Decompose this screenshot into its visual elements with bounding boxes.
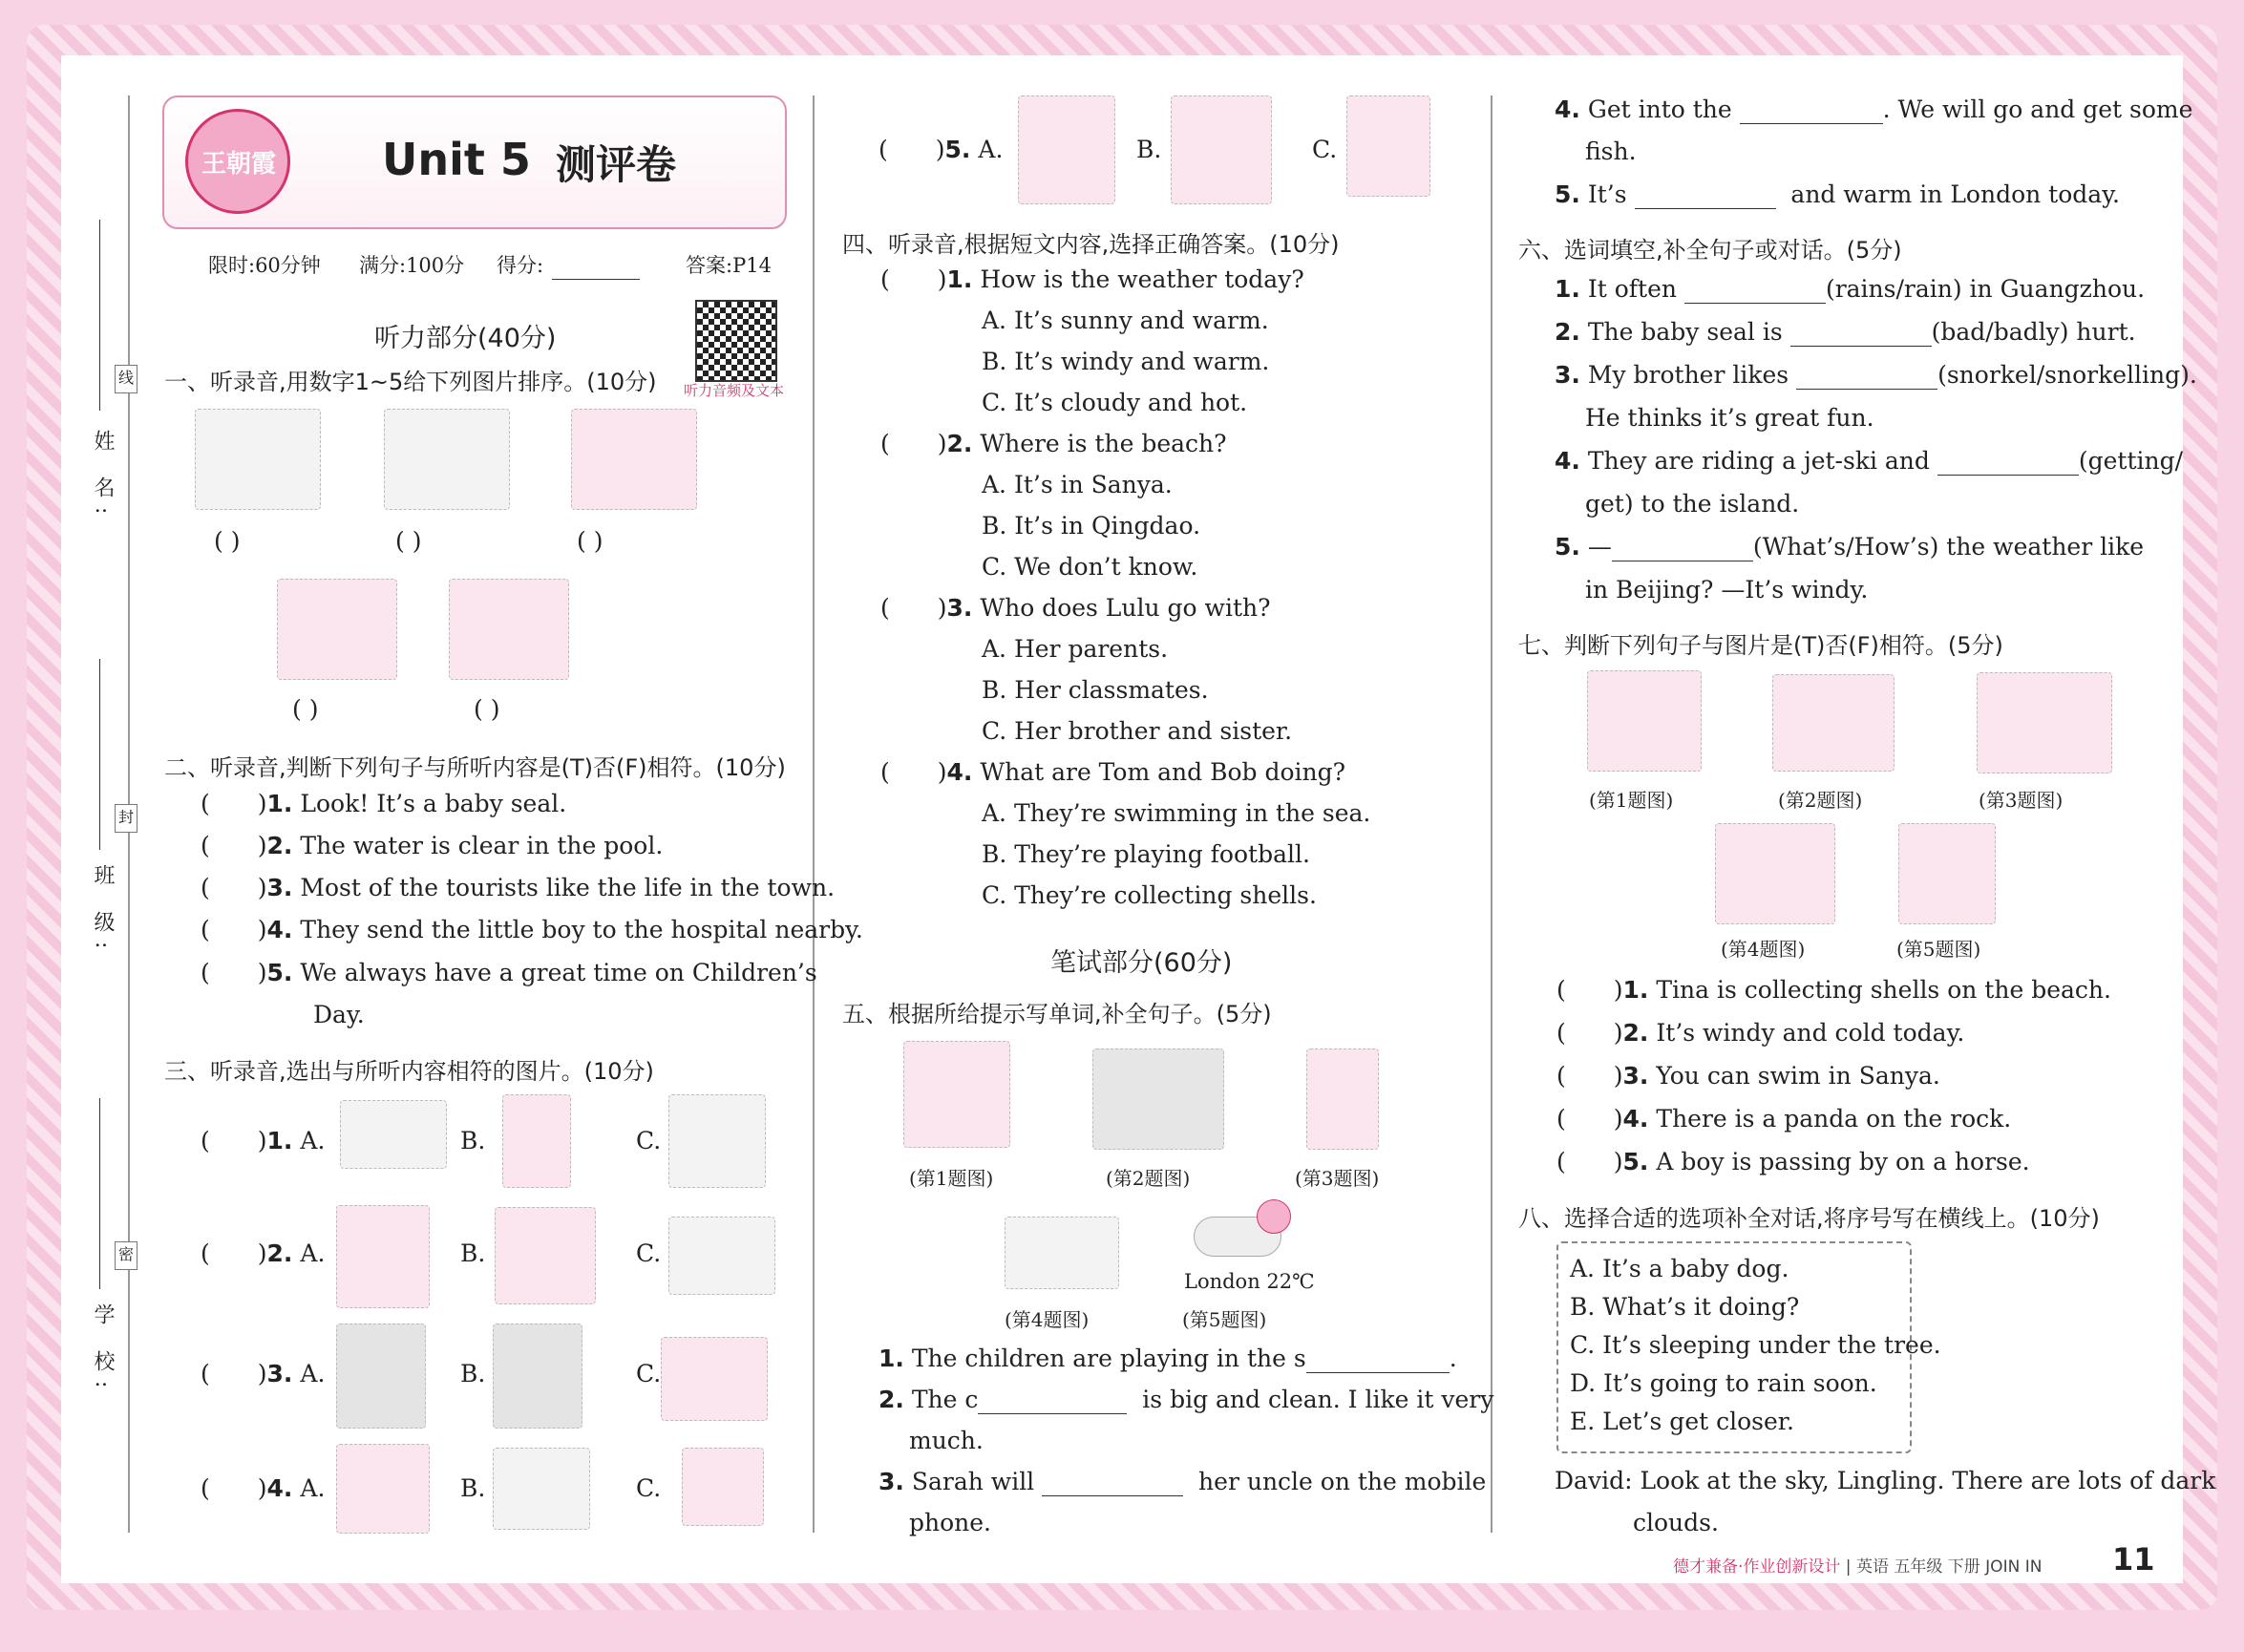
qr-code[interactable] <box>695 300 777 382</box>
s3-row-5-c: C. <box>1312 136 1338 163</box>
side-cut-mark: 密 <box>115 1241 138 1270</box>
s6-q4: 4. They are riding a jet-ski and (getting/ <box>1555 447 2184 475</box>
s3-3-pic-b <box>493 1324 582 1429</box>
s1-picture-1 <box>195 409 321 510</box>
side-name-blank <box>99 220 100 411</box>
section-8-title: 八、选择合适的选项补全对话,将序号写在横线上。(10分) <box>1518 1205 2100 1232</box>
s3-row-4-c: C. <box>636 1474 662 1502</box>
s7-item-2: ( )2. It’s windy and cold today. <box>1556 1019 1965 1047</box>
s7-item-4: ( )4. There is a panda on the rock. <box>1556 1105 2012 1133</box>
s1-answer-4[interactable]: ( ) <box>292 695 319 723</box>
s5-caption-4: (第4题图) <box>1005 1308 1090 1331</box>
section-5-title: 五、根据所给提示写单词,补全句子。(5分) <box>842 1001 1272 1027</box>
s3-row-2-c: C. <box>636 1239 662 1267</box>
s2-item-1: ( )1. Look! It’s a baby seal. <box>201 790 567 817</box>
footer-brand: 德才兼备·作业创新设计 <box>1673 1557 1841 1577</box>
s5-q2-cont: much. <box>909 1427 984 1454</box>
s1-picture-3 <box>571 409 697 510</box>
s3-row-4: ( )4. A. <box>201 1474 326 1502</box>
side-school-blank <box>99 1098 100 1289</box>
s5-weather-label: London 22℃ <box>1184 1270 1315 1293</box>
s5-q4-blank[interactable] <box>1740 102 1883 124</box>
s4-q1-opt-c: C. It’s cloudy and hot. <box>982 389 1248 416</box>
s6-q5-cont: in Beijing? —It’s windy. <box>1585 576 1869 604</box>
s6-q3: 3. My brother likes (snorkel/snorkelling). <box>1555 361 2197 389</box>
s3-row-3: ( )3. A. <box>201 1360 326 1387</box>
s4-q3-opt-c: C. Her brother and sister. <box>982 717 1293 745</box>
side-class-label: 班 级: <box>91 864 115 959</box>
time-limit: 限时:60分钟 <box>208 254 321 277</box>
s5-q4: 4. Get into the . We will go and get some <box>1555 95 2193 123</box>
s3-1-pic-c <box>668 1094 766 1188</box>
section-7-title: 七、判断下列句子与图片是(T)否(F)相符。(5分) <box>1518 632 2003 659</box>
s8-option-b: B. What’s it doing? <box>1570 1293 1800 1321</box>
s8-option-c: C. It’s sleeping under the tree. <box>1570 1331 1941 1359</box>
s3-row-3-b: B. <box>460 1360 486 1387</box>
s3-row-2-b: B. <box>460 1239 486 1267</box>
s3-row-4-b: B. <box>460 1474 486 1502</box>
s3-row-2: ( )2. A. <box>201 1239 326 1267</box>
s5-q2: 2. The c is big and clean. I like it very <box>879 1386 1494 1413</box>
s3-5-pic-a <box>1018 95 1115 204</box>
s4-q4-opt-c: C. They’re collecting shells. <box>982 881 1317 909</box>
s1-picture-5 <box>449 579 569 680</box>
s2-item-5: ( )5. We always have a great time on Children’s <box>201 959 817 986</box>
score-blank[interactable] <box>552 258 640 280</box>
s2-item-3: ( )3. Most of the tourists like the life in the town. <box>201 874 836 901</box>
s6-q1-blank[interactable] <box>1684 282 1826 304</box>
title-banner <box>162 95 787 229</box>
s6-q4-blank[interactable] <box>1937 454 2079 476</box>
side-seal-mark: 封 <box>115 804 138 833</box>
s3-3-pic-c <box>661 1337 768 1421</box>
s1-answer-3[interactable]: ( ) <box>577 527 603 555</box>
s3-1-pic-b <box>502 1094 571 1188</box>
section-3-title: 三、听录音,选出与所听内容相符的图片。(10分) <box>164 1058 654 1085</box>
s3-3-pic-a <box>336 1324 426 1429</box>
s6-q2: 2. The baby seal is (bad/badly) hurt. <box>1555 318 2136 346</box>
s3-5-pic-b <box>1171 95 1272 204</box>
s4-q3-opt-b: B. Her classmates. <box>982 676 1209 704</box>
s4-q4-opt-a: A. They’re swimming in the sea. <box>982 799 1371 827</box>
s1-answer-1[interactable]: ( ) <box>214 527 241 555</box>
s5-caption-1: (第1题图) <box>909 1167 994 1190</box>
s3-row-5: ( )5. A. <box>879 136 1004 163</box>
s6-q3-blank[interactable] <box>1796 368 1937 390</box>
s7-picture-5 <box>1898 823 1996 924</box>
s6-q5-blank[interactable] <box>1612 540 1753 561</box>
s7-caption-3: (第3题图) <box>1979 789 2064 812</box>
s5-q2-blank[interactable] <box>978 1392 1127 1414</box>
s4-q4-opt-b: B. They’re playing football. <box>982 840 1310 868</box>
s2-item-4: ( )4. They send the little boy to the hospital nearby. <box>201 916 863 943</box>
s8-dialog-1-cont: clouds. <box>1633 1509 1719 1536</box>
s4-q3: ( )3. Who does Lulu go with? <box>880 594 1271 622</box>
section-1-title: 一、听录音,用数字1~5给下列图片排序。(10分) <box>164 369 657 395</box>
footer-term: 下册 <box>1947 1557 1980 1577</box>
full-score: 满分:100分 <box>359 254 465 277</box>
footer-series: 德才兼备·作业创新设计 | 英语 五年级 下册 JOIN IN <box>1673 1557 2043 1577</box>
s5-q1-blank[interactable] <box>1306 1351 1450 1373</box>
footer-subject: 英语 <box>1855 1557 1889 1577</box>
brand-logo-text: 王朝霞 <box>201 150 277 179</box>
footer-edition: JOIN IN <box>1985 1557 2043 1577</box>
s5-q5: 5. It’s and warm in London today. <box>1555 180 2120 208</box>
s8-option-e: E. Let’s get closer. <box>1570 1408 1794 1435</box>
s6-q2-blank[interactable] <box>1790 325 1932 347</box>
answer-ref: 答案:P14 <box>686 254 772 277</box>
s7-item-3: ( )3. You can swim in Sanya. <box>1556 1062 1940 1090</box>
footer-grade: 五年级 <box>1894 1557 1943 1577</box>
brand-logo <box>185 109 290 214</box>
column-divider-2 <box>1491 95 1492 1533</box>
s7-caption-5: (第5题图) <box>1896 938 1981 961</box>
s4-q3-opt-a: A. Her parents. <box>982 635 1169 663</box>
s4-q2-opt-a: A. It’s in Sanya. <box>982 471 1173 498</box>
s3-4-pic-c <box>682 1448 764 1526</box>
s6-q5: 5. — (What’s/How’s) the weather like <box>1555 533 2145 561</box>
s1-picture-2 <box>384 409 510 510</box>
s8-option-d: D. It’s going to rain soon. <box>1570 1369 1877 1397</box>
s4-q4: ( )4. What are Tom and Bob doing? <box>880 758 1346 786</box>
s5-picture-4 <box>1005 1217 1119 1289</box>
s3-1-pic-a <box>340 1100 447 1169</box>
s5-q3-blank[interactable] <box>1042 1474 1183 1496</box>
qr-label: 听力音频及文本 <box>684 382 785 399</box>
s6-q4-cont: get) to the island. <box>1585 490 1800 518</box>
s4-q1-opt-b: B. It’s windy and warm. <box>982 348 1270 375</box>
s1-answer-2[interactable]: ( ) <box>395 527 422 555</box>
s5-picture-1 <box>903 1041 1010 1148</box>
column-divider-1 <box>813 95 815 1533</box>
page-number: 11 <box>2112 1541 2155 1578</box>
side-line-mark: 线 <box>115 365 138 393</box>
s3-5-pic-c <box>1346 95 1430 197</box>
s6-q1: 1. It often (rains/rain) in Guangzhou. <box>1555 275 2146 303</box>
s3-2-pic-b <box>495 1207 596 1304</box>
s7-caption-1: (第1题图) <box>1589 789 1674 812</box>
s7-picture-4 <box>1715 823 1835 924</box>
s7-caption-2: (第2题图) <box>1778 789 1863 812</box>
side-school-label: 学 校: <box>91 1303 115 1398</box>
s5-q3: 3. Sarah will her uncle on the mobile <box>879 1468 1487 1495</box>
s5-caption-2: (第2题图) <box>1106 1167 1191 1190</box>
sun-icon <box>1257 1199 1291 1234</box>
side-class-blank <box>99 659 100 850</box>
listening-heading: 听力部分(40分) <box>374 324 557 353</box>
s3-4-pic-b <box>493 1448 590 1530</box>
s2-item-2: ( )2. The water is clear in the pool. <box>201 832 664 859</box>
s3-2-pic-c <box>668 1217 775 1295</box>
section-2-title: 二、听录音,判断下列句子与所听内容是(T)否(F)相符。(10分) <box>164 754 786 781</box>
s4-q1-opt-a: A. It’s sunny and warm. <box>982 307 1269 334</box>
s5-picture-3 <box>1306 1048 1379 1150</box>
s3-4-pic-a <box>336 1444 430 1534</box>
s1-picture-4 <box>277 579 397 680</box>
s5-picture-5 <box>1188 1199 1293 1262</box>
s4-q2-opt-b: B. It’s in Qingdao. <box>982 512 1201 540</box>
side-name-label: 姓 名: <box>91 430 115 524</box>
s2-item-5-cont: Day. <box>313 1001 365 1028</box>
s4-q1: ( )1. How is the weather today? <box>880 265 1304 293</box>
s5-q5-blank[interactable] <box>1635 187 1776 209</box>
s5-q1: 1. The children are playing in the s . <box>879 1345 1457 1372</box>
writing-heading: 笔试部分(60分) <box>1050 948 1233 978</box>
section-4-title: 四、听录音,根据短文内容,选择正确答案。(10分) <box>842 231 1340 258</box>
s5-caption-5: (第5题图) <box>1182 1308 1267 1331</box>
s7-caption-4: (第4题图) <box>1721 938 1806 961</box>
s7-item-5: ( )5. A boy is passing by on a horse. <box>1556 1148 2030 1175</box>
s5-q4-cont: fish. <box>1585 138 1637 165</box>
section-6-title: 六、选词填空,补全句子或对话。(5分) <box>1518 237 1902 264</box>
s3-row-1-c: C. <box>636 1127 662 1154</box>
unit-title: Unit 5 <box>382 134 531 185</box>
s3-row-1: ( )1. A. <box>201 1127 326 1154</box>
s3-row-3-c: C. <box>636 1360 662 1387</box>
s7-item-1: ( )1. Tina is collecting shells on the beach. <box>1556 976 2111 1004</box>
s4-q2: ( )2. Where is the beach? <box>880 430 1227 457</box>
s3-row-1-b: B. <box>460 1127 486 1154</box>
s3-row-5-b: B. <box>1136 136 1162 163</box>
s5-picture-2 <box>1092 1048 1224 1150</box>
s7-picture-1 <box>1587 670 1702 772</box>
test-title: 测评卷 <box>556 141 677 188</box>
s3-2-pic-a <box>336 1205 430 1308</box>
s1-answer-5[interactable]: ( ) <box>474 695 500 723</box>
s5-q3-cont: phone. <box>909 1509 991 1536</box>
s7-picture-2 <box>1772 674 1895 772</box>
s8-dialog-1: David: Look at the sky, Lingling. There are lots of dark <box>1555 1467 2216 1494</box>
s8-option-a: A. It’s a baby dog. <box>1570 1255 1789 1282</box>
s7-picture-3 <box>1977 672 2112 773</box>
s6-q3-cont: He thinks it’s great fun. <box>1585 404 1874 432</box>
s5-caption-3: (第3题图) <box>1295 1167 1380 1190</box>
score-label: 得分: <box>497 254 544 277</box>
s4-q2-opt-c: C. We don’t know. <box>982 553 1198 581</box>
